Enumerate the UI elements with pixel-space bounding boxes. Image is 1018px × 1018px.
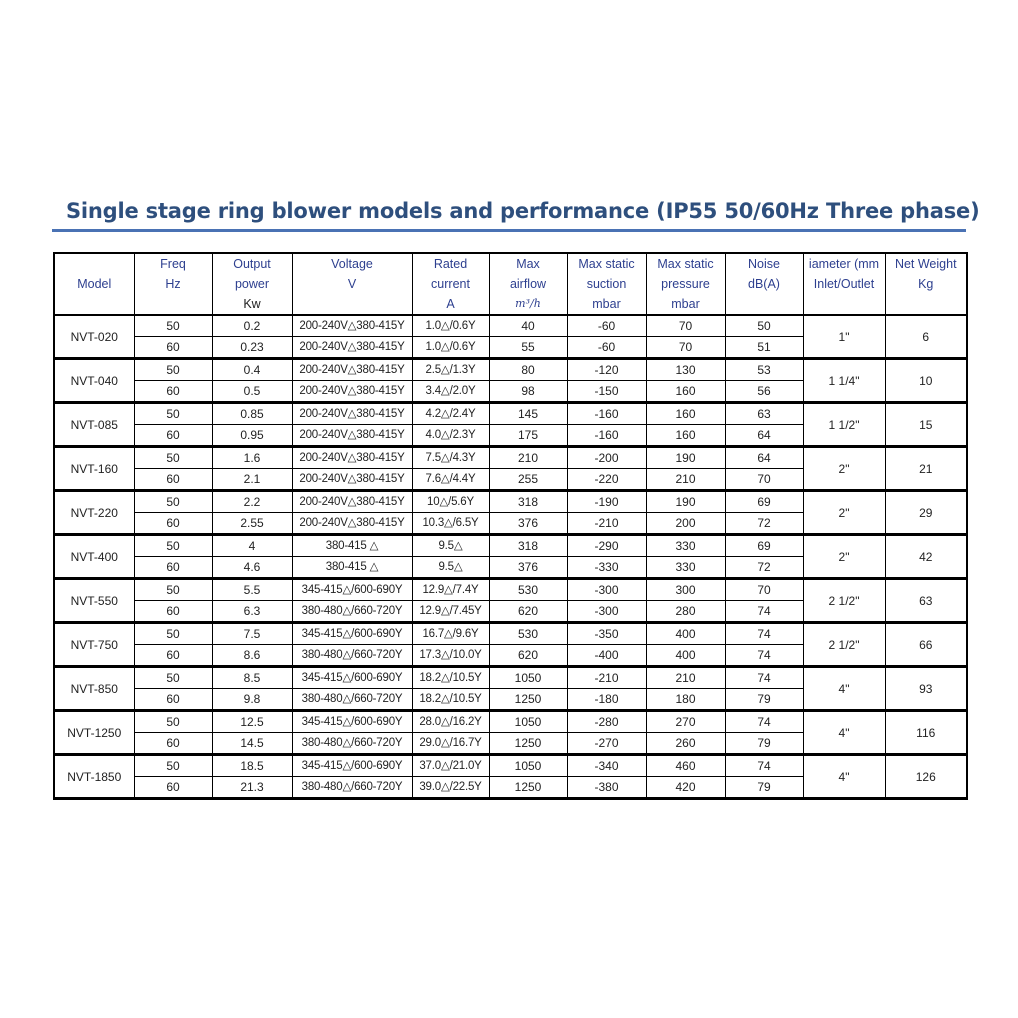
airflow-cell: 1250 (489, 777, 567, 799)
header-voltage-line3 (292, 294, 412, 315)
airflow-cell: 1050 (489, 667, 567, 689)
pressure-cell: 160 (646, 381, 725, 403)
suction-cell: -60 (567, 337, 646, 359)
suction-cell: -290 (567, 535, 646, 557)
table-row (54, 711, 967, 733)
current-cell: 18.2△/10.5Y (412, 689, 489, 711)
current-cell: 16.7△/9.6Y (412, 623, 489, 645)
noise-cell: 74 (725, 667, 803, 689)
freq-cell: 60 (134, 425, 212, 447)
noise-cell: 70 (725, 579, 803, 601)
noise-cell: 64 (725, 447, 803, 469)
model-cell: NVT-085 (54, 403, 134, 447)
airflow-cell: 318 (489, 491, 567, 513)
airflow-cell: 145 (489, 403, 567, 425)
voltage-cell: 200-240V△380-415Y (292, 513, 412, 535)
diameter-cell: 1 1/2" (803, 403, 885, 447)
voltage-cell: 200-240V△380-415Y (292, 425, 412, 447)
weight-cell: 63 (885, 579, 967, 623)
current-cell: 12.9△/7.4Y (412, 579, 489, 601)
airflow-cell: 620 (489, 645, 567, 667)
diameter-cell: 2" (803, 491, 885, 535)
power-cell: 0.2 (212, 315, 292, 337)
header-suction-unit: mbar (567, 294, 646, 315)
airflow-cell: 175 (489, 425, 567, 447)
weight-cell: 126 (885, 755, 967, 799)
diameter-cell: 2 1/2" (803, 623, 885, 667)
header-voltage-line2: V (292, 274, 412, 294)
header-diameter-line3 (803, 294, 885, 315)
power-cell: 4.6 (212, 557, 292, 579)
airflow-cell: 530 (489, 623, 567, 645)
suction-cell: -210 (567, 667, 646, 689)
diameter-cell: 4" (803, 711, 885, 755)
freq-cell: 50 (134, 667, 212, 689)
header-weight-line2: Kg (885, 274, 967, 294)
weight-cell: 42 (885, 535, 967, 579)
power-cell: 12.5 (212, 711, 292, 733)
noise-cell: 53 (725, 359, 803, 381)
power-cell: 18.5 (212, 755, 292, 777)
header-power-line3: Kw (212, 294, 292, 315)
pressure-cell: 200 (646, 513, 725, 535)
freq-cell: 60 (134, 601, 212, 623)
noise-cell: 74 (725, 601, 803, 623)
table-row (54, 315, 967, 337)
freq-cell: 60 (134, 689, 212, 711)
power-cell: 1.6 (212, 447, 292, 469)
noise-cell: 74 (725, 711, 803, 733)
suction-cell: -220 (567, 469, 646, 491)
power-cell: 9.8 (212, 689, 292, 711)
table-row (54, 359, 967, 381)
pressure-cell: 400 (646, 645, 725, 667)
voltage-cell: 200-240V△380-415Y (292, 447, 412, 469)
power-cell: 8.5 (212, 667, 292, 689)
power-cell: 0.23 (212, 337, 292, 359)
current-cell: 3.4△/2.0Y (412, 381, 489, 403)
pressure-cell: 130 (646, 359, 725, 381)
table-row (54, 491, 967, 513)
power-cell: 2.55 (212, 513, 292, 535)
suction-cell: -380 (567, 777, 646, 799)
current-cell: 4.0△/2.3Y (412, 425, 489, 447)
pressure-cell: 460 (646, 755, 725, 777)
airflow-cell: 80 (489, 359, 567, 381)
weight-cell: 10 (885, 359, 967, 403)
pressure-cell: 190 (646, 447, 725, 469)
header-airflow-line1: Max (489, 253, 567, 274)
header-pressure-line2: pressure (646, 274, 725, 294)
weight-cell: 21 (885, 447, 967, 491)
power-cell: 7.5 (212, 623, 292, 645)
airflow-cell: 98 (489, 381, 567, 403)
model-cell: NVT-850 (54, 667, 134, 711)
voltage-cell: 200-240V△380-415Y (292, 381, 412, 403)
voltage-cell: 380-480△/660-720Y (292, 689, 412, 711)
table-body (54, 315, 967, 799)
noise-cell: 74 (725, 645, 803, 667)
airflow-cell: 1250 (489, 689, 567, 711)
suction-cell: -400 (567, 645, 646, 667)
suction-cell: -160 (567, 425, 646, 447)
freq-cell: 60 (134, 777, 212, 799)
diameter-cell: 2" (803, 535, 885, 579)
pressure-cell: 210 (646, 667, 725, 689)
airflow-cell: 530 (489, 579, 567, 601)
diameter-cell: 1 1/4" (803, 359, 885, 403)
voltage-cell: 345-415△/600-690Y (292, 623, 412, 645)
noise-cell: 50 (725, 315, 803, 337)
current-cell: 1.0△/0.6Y (412, 337, 489, 359)
power-cell: 14.5 (212, 733, 292, 755)
table-row (54, 667, 967, 689)
pressure-cell: 260 (646, 733, 725, 755)
airflow-cell: 210 (489, 447, 567, 469)
voltage-cell: 200-240V△380-415Y (292, 491, 412, 513)
airflow-cell: 1250 (489, 733, 567, 755)
voltage-cell: 345-415△/600-690Y (292, 711, 412, 733)
table-row (54, 403, 967, 425)
weight-cell: 29 (885, 491, 967, 535)
header-airflow-line2: airflow (489, 274, 567, 294)
header-voltage-line1: Voltage (292, 253, 412, 274)
header-suction-line1: Max static (567, 253, 646, 274)
suction-cell: -300 (567, 579, 646, 601)
current-cell: 9.5△ (412, 535, 489, 557)
power-cell: 0.4 (212, 359, 292, 381)
airflow-cell: 55 (489, 337, 567, 359)
freq-cell: 50 (134, 447, 212, 469)
freq-cell: 50 (134, 755, 212, 777)
current-cell: 17.3△/10.0Y (412, 645, 489, 667)
voltage-cell: 200-240V△380-415Y (292, 359, 412, 381)
noise-cell: 79 (725, 777, 803, 799)
airflow-cell: 620 (489, 601, 567, 623)
current-cell: 9.5△ (412, 557, 489, 579)
current-cell: 28.0△/16.2Y (412, 711, 489, 733)
model-cell: NVT-040 (54, 359, 134, 403)
freq-cell: 60 (134, 645, 212, 667)
header-current-line1: Rated (412, 253, 489, 274)
model-cell: NVT-1250 (54, 711, 134, 755)
diameter-cell: 4" (803, 667, 885, 711)
freq-cell: 50 (134, 711, 212, 733)
suction-cell: -190 (567, 491, 646, 513)
power-cell: 4 (212, 535, 292, 557)
noise-cell: 69 (725, 535, 803, 557)
noise-cell: 74 (725, 623, 803, 645)
header-noise-line2: dB(A) (725, 274, 803, 294)
freq-cell: 60 (134, 733, 212, 755)
pressure-cell: 180 (646, 689, 725, 711)
freq-cell: 60 (134, 557, 212, 579)
suction-cell: -340 (567, 755, 646, 777)
voltage-cell: 380-415 △ (292, 557, 412, 579)
current-cell: 7.6△/4.4Y (412, 469, 489, 491)
voltage-cell: 345-415△/600-690Y (292, 755, 412, 777)
header-weight-line3 (885, 294, 967, 315)
current-cell: 2.5△/1.3Y (412, 359, 489, 381)
suction-cell: -150 (567, 381, 646, 403)
airflow-cell: 40 (489, 315, 567, 337)
suction-cell: -330 (567, 557, 646, 579)
power-cell: 2.2 (212, 491, 292, 513)
power-cell: 21.3 (212, 777, 292, 799)
power-cell: 6.3 (212, 601, 292, 623)
airflow-cell: 1050 (489, 711, 567, 733)
suction-cell: -210 (567, 513, 646, 535)
header-freq-line3 (134, 294, 212, 315)
freq-cell: 60 (134, 337, 212, 359)
suction-cell: -120 (567, 359, 646, 381)
voltage-cell: 380-480△/660-720Y (292, 777, 412, 799)
freq-cell: 50 (134, 535, 212, 557)
voltage-cell: 200-240V△380-415Y (292, 315, 412, 337)
current-cell: 12.9△/7.45Y (412, 601, 489, 623)
header-power-line2: power (212, 274, 292, 294)
noise-cell: 72 (725, 557, 803, 579)
current-cell: 29.0△/16.7Y (412, 733, 489, 755)
model-cell: NVT-020 (54, 315, 134, 359)
header-noise-line3 (725, 294, 803, 315)
noise-cell: 69 (725, 491, 803, 513)
current-cell: 10.3△/6.5Y (412, 513, 489, 535)
header-current-line3: A (412, 294, 489, 315)
weight-cell: 66 (885, 623, 967, 667)
noise-cell: 70 (725, 469, 803, 491)
weight-cell: 116 (885, 711, 967, 755)
blower-spec-table (53, 252, 968, 800)
model-cell: NVT-400 (54, 535, 134, 579)
diameter-cell: 4" (803, 755, 885, 799)
freq-cell: 50 (134, 315, 212, 337)
pressure-cell: 70 (646, 315, 725, 337)
table-row (54, 535, 967, 557)
freq-cell: 50 (134, 403, 212, 425)
suction-cell: -350 (567, 623, 646, 645)
model-cell: NVT-220 (54, 491, 134, 535)
suction-cell: -200 (567, 447, 646, 469)
noise-cell: 79 (725, 733, 803, 755)
freq-cell: 60 (134, 469, 212, 491)
header-freq-line2: Hz (134, 274, 212, 294)
voltage-cell: 200-240V△380-415Y (292, 403, 412, 425)
header-airflow-unit: m³/h (489, 294, 567, 315)
diameter-cell: 1" (803, 315, 885, 359)
title-underline (52, 229, 966, 232)
pressure-cell: 280 (646, 601, 725, 623)
current-cell: 1.0△/0.6Y (412, 315, 489, 337)
diameter-cell: 2 1/2" (803, 579, 885, 623)
header-noise-line1: Noise (725, 253, 803, 274)
header-pressure-line1: Max static (646, 253, 725, 274)
voltage-cell: 345-415△/600-690Y (292, 579, 412, 601)
noise-cell: 51 (725, 337, 803, 359)
pressure-cell: 330 (646, 557, 725, 579)
header-diameter-line1: iameter (mm (803, 253, 885, 274)
suction-cell: -300 (567, 601, 646, 623)
airflow-cell: 376 (489, 557, 567, 579)
pressure-cell: 70 (646, 337, 725, 359)
pressure-cell: 270 (646, 711, 725, 733)
voltage-cell: 380-415 △ (292, 535, 412, 557)
current-cell: 4.2△/2.4Y (412, 403, 489, 425)
suction-cell: -280 (567, 711, 646, 733)
voltage-cell: 380-480△/660-720Y (292, 601, 412, 623)
freq-cell: 60 (134, 381, 212, 403)
pressure-cell: 420 (646, 777, 725, 799)
voltage-cell: 380-480△/660-720Y (292, 733, 412, 755)
diameter-cell: 2" (803, 447, 885, 491)
power-cell: 0.5 (212, 381, 292, 403)
weight-cell: 15 (885, 403, 967, 447)
table-row (54, 755, 967, 777)
header-power-line1: Output (212, 253, 292, 274)
airflow-cell: 376 (489, 513, 567, 535)
pressure-cell: 300 (646, 579, 725, 601)
table-row (54, 447, 967, 469)
noise-cell: 56 (725, 381, 803, 403)
pressure-cell: 160 (646, 425, 725, 447)
freq-cell: 50 (134, 491, 212, 513)
weight-cell: 6 (885, 315, 967, 359)
page-title: Single stage ring blower models and performance (IP55 50/60Hz Three phase) (66, 199, 980, 223)
header-pressure-unit: mbar (646, 294, 725, 315)
airflow-cell: 318 (489, 535, 567, 557)
voltage-cell: 380-480△/660-720Y (292, 645, 412, 667)
model-cell: NVT-1850 (54, 755, 134, 799)
table-row (54, 623, 967, 645)
freq-cell: 50 (134, 359, 212, 381)
current-cell: 18.2△/10.5Y (412, 667, 489, 689)
header-diameter-line2: Inlet/Outlet (803, 274, 885, 294)
pressure-cell: 210 (646, 469, 725, 491)
current-cell: 39.0△/22.5Y (412, 777, 489, 799)
model-cell: NVT-160 (54, 447, 134, 491)
current-cell: 7.5△/4.3Y (412, 447, 489, 469)
freq-cell: 50 (134, 623, 212, 645)
airflow-cell: 255 (489, 469, 567, 491)
header-current-line2: current (412, 274, 489, 294)
noise-cell: 79 (725, 689, 803, 711)
model-cell: NVT-550 (54, 579, 134, 623)
freq-cell: 60 (134, 513, 212, 535)
weight-cell: 93 (885, 667, 967, 711)
power-cell: 0.85 (212, 403, 292, 425)
noise-cell: 74 (725, 755, 803, 777)
table-row (54, 579, 967, 601)
pressure-cell: 330 (646, 535, 725, 557)
suction-cell: -270 (567, 733, 646, 755)
power-cell: 0.95 (212, 425, 292, 447)
current-cell: 10△/5.6Y (412, 491, 489, 513)
header-suction-line2: suction (567, 274, 646, 294)
noise-cell: 72 (725, 513, 803, 535)
power-cell: 8.6 (212, 645, 292, 667)
pressure-cell: 400 (646, 623, 725, 645)
noise-cell: 63 (725, 403, 803, 425)
table-header (54, 253, 967, 315)
power-cell: 5.5 (212, 579, 292, 601)
header-weight-line1: Net Weight (885, 253, 967, 274)
pressure-cell: 190 (646, 491, 725, 513)
voltage-cell: 345-415△/600-690Y (292, 667, 412, 689)
freq-cell: 50 (134, 579, 212, 601)
voltage-cell: 200-240V△380-415Y (292, 337, 412, 359)
pressure-cell: 160 (646, 403, 725, 425)
voltage-cell: 200-240V△380-415Y (292, 469, 412, 491)
noise-cell: 64 (725, 425, 803, 447)
header-freq-line1: Freq (134, 253, 212, 274)
suction-cell: -60 (567, 315, 646, 337)
power-cell: 2.1 (212, 469, 292, 491)
current-cell: 37.0△/21.0Y (412, 755, 489, 777)
airflow-cell: 1050 (489, 755, 567, 777)
header-model: Model (54, 253, 134, 315)
model-cell: NVT-750 (54, 623, 134, 667)
suction-cell: -160 (567, 403, 646, 425)
suction-cell: -180 (567, 689, 646, 711)
